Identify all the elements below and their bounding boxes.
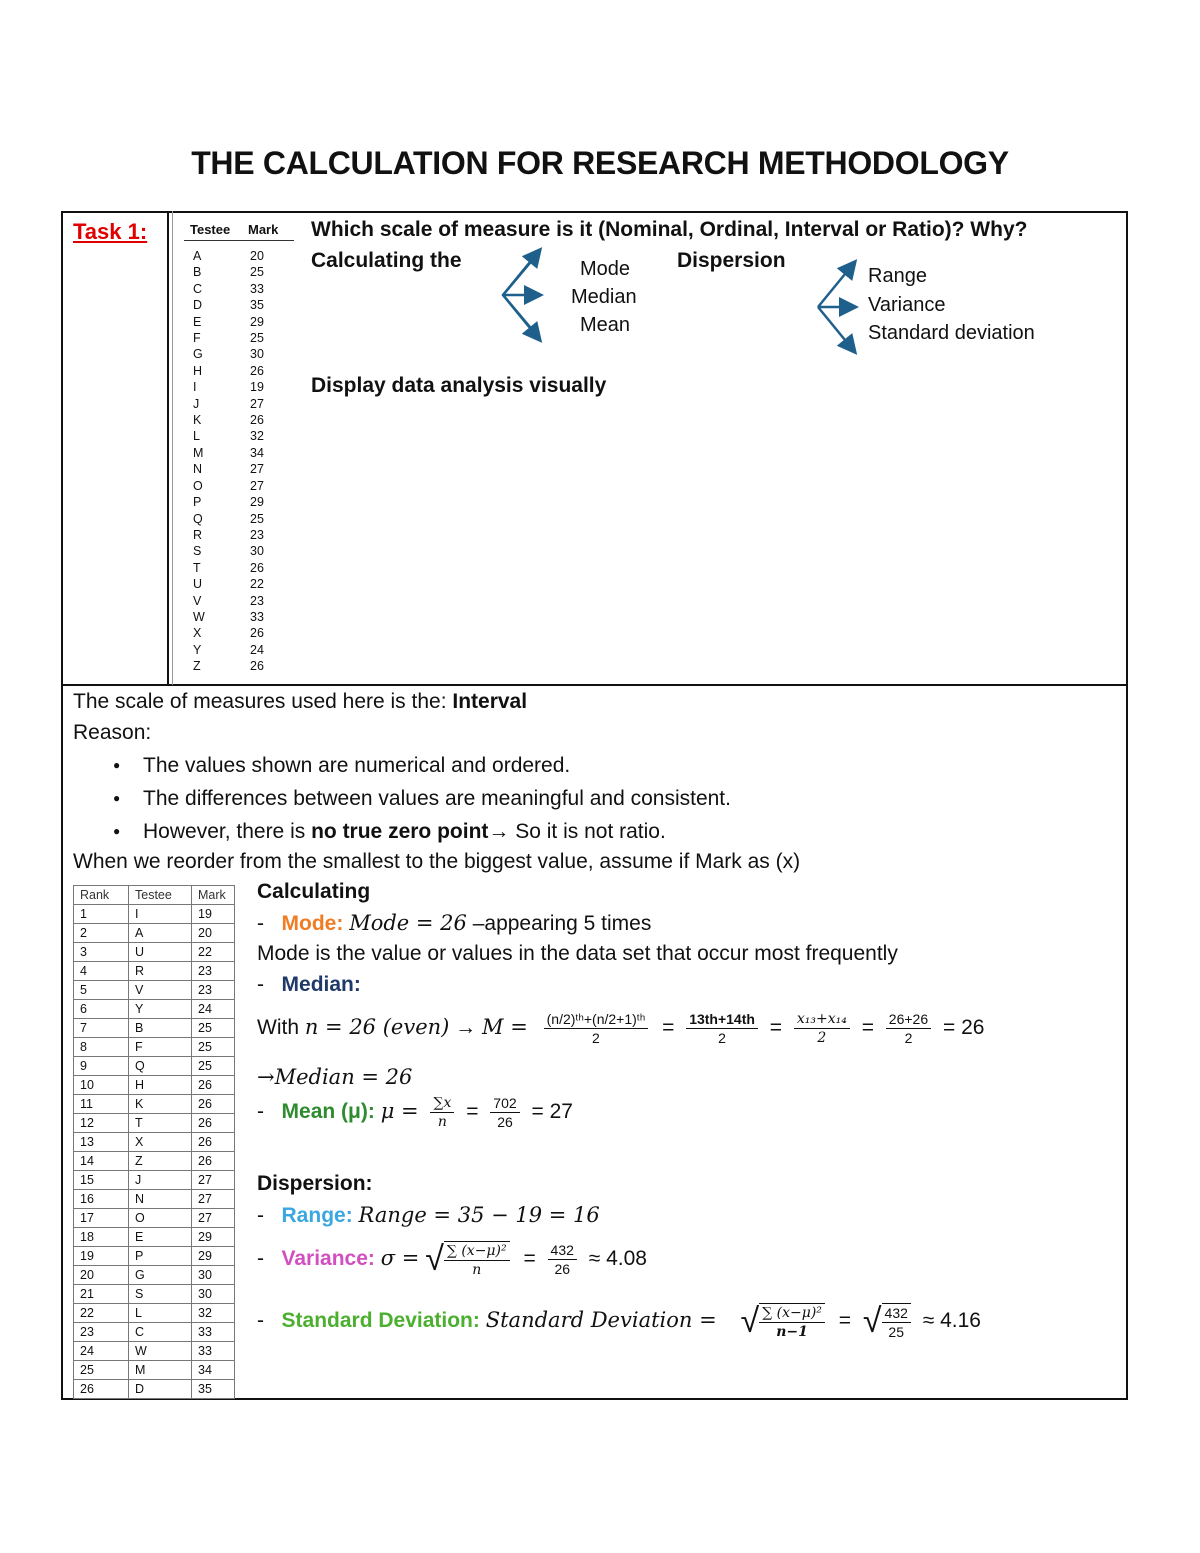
- mean-mu: μ =: [380, 1099, 419, 1124]
- raw-mark-cell: 26: [250, 626, 264, 641]
- testee-cell: A: [129, 924, 192, 943]
- testee-cell: X: [129, 1133, 192, 1152]
- raw-testee-cell: I: [193, 380, 197, 395]
- variance-num: ∑ (x−μ)²: [444, 1242, 510, 1261]
- mode-note: –appearing 5 times: [466, 912, 652, 935]
- scale-question: Which scale of measure is it (Nominal, Ordinal, Interval or Ratio)? Why?: [311, 218, 1028, 241]
- raw-testee-cell: N: [193, 462, 203, 477]
- dash: -: [257, 912, 264, 935]
- table-row: [74, 1095, 235, 1114]
- median-f1-den: 2: [592, 1030, 600, 1046]
- median-formula: With n = 26 (even) → M = $\frac{\text{(n/2)ᵗʰ+(n/2+1)ᵗʰ}}{2}$ = $\frac{13th+14th}{2}$ = $\frac{\text{x₁₃+x₁₄}}{2}$ = $\frac{26+26}{2}$ = 26: [257, 1011, 985, 1046]
- raw-testee-cell: B: [193, 265, 202, 280]
- testee-cell: Z: [129, 1152, 192, 1171]
- raw-mark-cell: 23: [250, 527, 264, 542]
- sd-item: Standard deviation: [868, 322, 1035, 344]
- table-row: [74, 1171, 235, 1190]
- mark-cell: 30: [192, 1285, 235, 1304]
- variance-f2-den: 26: [554, 1261, 571, 1277]
- reason-item: ● The values shown are numerical and ordered.: [73, 749, 1113, 782]
- central-tendency-arrows: [495, 245, 555, 345]
- table-row: [74, 1323, 235, 1342]
- median-fraction-1: [544, 1010, 649, 1047]
- table-row: [74, 1057, 235, 1076]
- raw-testee-cell: K: [193, 413, 202, 428]
- mean-line: - Mean (μ): μ = $\frac{\sum x}{n}$ = $\frac{702}{26}$ = 27: [257, 1095, 573, 1130]
- mark-cell: 32: [192, 1304, 235, 1323]
- table-row: [74, 1000, 235, 1019]
- mark-cell: 26: [192, 1133, 235, 1152]
- raw-testee-cell: U: [193, 577, 203, 592]
- dispersion-arrows: [810, 257, 870, 357]
- mark-cell: 26: [192, 1076, 235, 1095]
- reason-item: ● The differences between values are meaningful and consistent.: [73, 782, 1113, 815]
- raw-testee-cell: Q: [193, 511, 203, 526]
- rank-cell: 15: [74, 1171, 129, 1190]
- table-row: [74, 924, 235, 943]
- reason3-prefix: However, there is: [143, 820, 312, 843]
- variance-fraction: [444, 1241, 510, 1279]
- sd-result: ≈ 4.16: [922, 1309, 981, 1333]
- testee-cell: O: [129, 1209, 192, 1228]
- raw-mark-cell: 26: [250, 560, 264, 575]
- dash: -: [257, 1309, 264, 1333]
- raw-mark-cell: 33: [250, 609, 264, 624]
- raw-header-testee: Testee: [190, 222, 231, 237]
- median-f1-num: (n/2)ᵗʰ+(n/2+1)ᵗʰ: [544, 1010, 649, 1029]
- mark-cell: 27: [192, 1190, 235, 1209]
- table-row: [74, 1209, 235, 1228]
- raw-testee-cell: D: [193, 298, 203, 313]
- mark-cell: 26: [192, 1114, 235, 1133]
- variance-result: ≈ 4.08: [588, 1247, 647, 1271]
- raw-testee-cell: G: [193, 347, 203, 362]
- scale-answer: [73, 686, 527, 718]
- mark-cell: 29: [192, 1247, 235, 1266]
- raw-header-mark: Mark: [248, 222, 279, 237]
- testee-cell: R: [129, 962, 192, 981]
- header-testee: Testee: [129, 886, 192, 905]
- mean-f2-num: 702: [490, 1094, 519, 1113]
- mark-cell: 33: [192, 1342, 235, 1361]
- mean-f1-num: ∑x: [430, 1094, 454, 1113]
- raw-mark-cell: 29: [250, 314, 264, 329]
- range-expr: Range = 35 − 19 = 16: [358, 1203, 600, 1227]
- range-line: [257, 1203, 600, 1228]
- raw-mark-cell: 35: [250, 298, 264, 313]
- reorder-text: When we reorder from the smallest to the biggest value, assume if Mark as (x): [73, 850, 801, 873]
- calculating-heading: Calculating: [257, 880, 371, 903]
- mean-fraction-2: [490, 1094, 519, 1131]
- raw-testee-cell: R: [193, 527, 203, 542]
- raw-mark-cell: 22: [250, 577, 264, 592]
- mark-cell: 25: [192, 1038, 235, 1057]
- raw-mark-column: [250, 248, 264, 675]
- raw-table-header: [184, 222, 294, 241]
- sqrt-sign: √: [862, 1302, 882, 1340]
- rank-cell: 13: [74, 1133, 129, 1152]
- median-result: →Median = 26: [257, 1065, 413, 1089]
- rank-cell: 2: [74, 924, 129, 943]
- table-row: [74, 1190, 235, 1209]
- raw-testee-cell: F: [193, 331, 201, 346]
- rank-cell: 19: [74, 1247, 129, 1266]
- raw-testee-cell: C: [193, 281, 203, 296]
- testee-cell: K: [129, 1095, 192, 1114]
- rank-cell: 11: [74, 1095, 129, 1114]
- raw-mark-cell: 19: [250, 380, 264, 395]
- median-f2-num: 13th+14th: [686, 1010, 758, 1029]
- raw-mark-cell: 26: [250, 363, 264, 378]
- testee-cell: S: [129, 1285, 192, 1304]
- median-eq-end: = 26: [942, 1016, 985, 1040]
- display-visually-label: Display data analysis visually: [311, 374, 607, 397]
- sd-line: - Standard Deviation: Standard Deviation = √ $\frac{\text{∑ (x−μ)²}}{n-1}$ = √ $\frac{432}{25}$ ≈ 4.16: [257, 1302, 981, 1340]
- testee-cell: B: [129, 1019, 192, 1038]
- rank-cell: 24: [74, 1342, 129, 1361]
- mode-line: [257, 911, 651, 936]
- mark-cell: 27: [192, 1209, 235, 1228]
- rank-cell: 4: [74, 962, 129, 981]
- mark-cell: 27: [192, 1171, 235, 1190]
- mark-cell: 34: [192, 1361, 235, 1380]
- testee-cell: I: [129, 905, 192, 924]
- raw-testee-cell: M: [193, 445, 204, 460]
- mark-cell: 19: [192, 905, 235, 924]
- rank-cell: 25: [74, 1361, 129, 1380]
- rank-cell: 3: [74, 943, 129, 962]
- column-divider: [167, 211, 169, 685]
- raw-testee-cell: Z: [193, 659, 201, 674]
- testee-cell: P: [129, 1247, 192, 1266]
- table-row: [74, 1076, 235, 1095]
- raw-testee-cell: V: [193, 593, 202, 608]
- raw-mark-cell: 20: [250, 249, 264, 263]
- testee-cell: W: [129, 1342, 192, 1361]
- raw-mark-cell: 27: [250, 462, 264, 477]
- raw-mark-cell: 25: [250, 511, 264, 526]
- testee-cell: G: [129, 1266, 192, 1285]
- raw-mark-cell: 33: [250, 281, 264, 296]
- raw-testee-cell: L: [193, 429, 200, 444]
- table-row: [74, 1361, 235, 1380]
- variance-item: Variance: [868, 294, 946, 316]
- raw-mark-cell: 30: [250, 544, 264, 559]
- reason3-bold: no true zero point: [311, 820, 489, 843]
- raw-mark-cell: 25: [250, 331, 264, 346]
- mark-cell: 33: [192, 1323, 235, 1342]
- median-line: [257, 973, 361, 997]
- reasons-list: [73, 749, 1113, 848]
- mark-cell: 35: [192, 1380, 235, 1399]
- rank-cell: 22: [74, 1304, 129, 1323]
- mark-cell: 25: [192, 1019, 235, 1038]
- rank-cell: 12: [74, 1114, 129, 1133]
- testee-cell: J: [129, 1171, 192, 1190]
- testee-cell: U: [129, 943, 192, 962]
- table-row: [74, 1114, 235, 1133]
- variance-sigma: σ =: [380, 1246, 420, 1271]
- raw-mark-cell: 26: [250, 413, 264, 428]
- arrow-to-mean: [503, 295, 539, 339]
- raw-testee-cell: P: [193, 495, 202, 510]
- median-with: With: [257, 1016, 305, 1040]
- median-arrow: →: [449, 1016, 483, 1040]
- range-label: Range:: [281, 1204, 353, 1227]
- mode-item: Mode: [580, 258, 631, 280]
- testee-cell: D: [129, 1380, 192, 1399]
- column-divider-inner: [172, 211, 173, 685]
- rank-cell: 8: [74, 1038, 129, 1057]
- rank-cell: 14: [74, 1152, 129, 1171]
- median-f3-den: 2: [817, 1030, 827, 1046]
- testee-cell: Y: [129, 1000, 192, 1019]
- table-row: [74, 1152, 235, 1171]
- raw-mark-cell: 30: [250, 347, 264, 362]
- dash: -: [257, 973, 264, 996]
- mode-label: Mode:: [281, 912, 344, 935]
- table-row: [74, 1133, 235, 1152]
- reason-label: Reason:: [73, 721, 152, 744]
- median-f4-den: 2: [904, 1030, 913, 1046]
- raw-testee-cell: T: [193, 560, 201, 575]
- median-item: Median: [571, 286, 637, 308]
- sqrt-sign: √: [425, 1240, 444, 1278]
- task-label: Task 1:: [73, 219, 148, 244]
- sd-f2-den: 25: [888, 1323, 904, 1340]
- scale-answer-prefix: The scale of measures used here is the:: [73, 690, 453, 713]
- reason-item: [73, 815, 1113, 848]
- rank-cell: 17: [74, 1209, 129, 1228]
- arrow-to-mode: [503, 251, 539, 295]
- raw-testee-cell: A: [193, 249, 202, 263]
- rank-cell: 9: [74, 1057, 129, 1076]
- rank-cell: 26: [74, 1380, 129, 1399]
- median-f3-num: x₁₃+x₁₄: [794, 1010, 850, 1029]
- sd-fraction-2: [882, 1303, 911, 1341]
- testee-cell: V: [129, 981, 192, 1000]
- mean-fraction-1: [430, 1094, 454, 1131]
- rank-cell: 18: [74, 1228, 129, 1247]
- table-row: [74, 981, 235, 1000]
- raw-testee-cell: J: [193, 396, 200, 411]
- testee-cell: N: [129, 1190, 192, 1209]
- raw-mark-cell: 34: [250, 445, 264, 460]
- table-row: [74, 905, 235, 924]
- variance-fraction-2: [548, 1241, 577, 1278]
- raw-mark-cell: 25: [250, 265, 264, 280]
- mean-item: Mean: [580, 314, 631, 336]
- median-f4-num: 26+26: [886, 1010, 931, 1029]
- table-row: [74, 1304, 235, 1323]
- dispersion-label: Dispersion: [677, 249, 786, 272]
- mark-cell: 20: [192, 924, 235, 943]
- mark-cell: 24: [192, 1000, 235, 1019]
- rank-table-header: [74, 886, 235, 905]
- scale-answer-value: Interval: [452, 690, 528, 713]
- sd-f2-num: 432: [882, 1304, 911, 1323]
- raw-mark-cell: 27: [250, 478, 264, 493]
- raw-testee-cell: E: [193, 314, 202, 329]
- dispersion-heading: Dispersion:: [257, 1172, 373, 1195]
- testee-cell: Q: [129, 1057, 192, 1076]
- page-title: THE CALCULATION FOR RESEARCH METHODOLOGY: [191, 145, 1009, 181]
- testee-cell: H: [129, 1076, 192, 1095]
- median-f2-den: 2: [718, 1030, 726, 1046]
- raw-mark-cell: 23: [250, 593, 264, 608]
- mark-cell: 26: [192, 1095, 235, 1114]
- sd-expr: Standard Deviation =: [485, 1308, 717, 1333]
- mode-definition: Mode is the value or values in the data set that occur most frequently: [257, 942, 898, 965]
- raw-testee-column: [193, 248, 205, 675]
- rank-cell: 23: [74, 1323, 129, 1342]
- mean-f2-den: 26: [497, 1114, 513, 1130]
- table-row: [74, 1019, 235, 1038]
- calculating-the-label: Calculating the: [311, 249, 462, 272]
- table-row: [74, 1038, 235, 1057]
- dash: -: [257, 1100, 264, 1124]
- median-fraction-3: [794, 1010, 850, 1047]
- rank-table: [73, 885, 235, 1399]
- table-row: [74, 962, 235, 981]
- mark-cell: 29: [192, 1228, 235, 1247]
- variance-line: - Variance: σ = √ $\frac{\text{∑ (x−μ)²}}{n}$ = $\frac{432}{26}$ ≈ 4.08: [257, 1240, 647, 1278]
- mark-cell: 30: [192, 1266, 235, 1285]
- dash: -: [257, 1247, 264, 1271]
- table-row: [74, 1247, 235, 1266]
- mean-f1-den: n: [437, 1114, 447, 1130]
- table-row: [74, 1380, 235, 1399]
- median-fraction-4: [886, 1010, 931, 1047]
- sqrt-sign: √: [740, 1302, 760, 1340]
- variance-label: Variance:: [281, 1247, 375, 1271]
- range-item: Range: [868, 265, 927, 287]
- sd-den: n−1: [776, 1323, 808, 1340]
- arrow-to-range: [818, 263, 854, 307]
- header-mark: Mark: [192, 886, 235, 905]
- raw-mark-cell: 26: [250, 659, 264, 674]
- testee-cell: C: [129, 1323, 192, 1342]
- variance-den: n: [472, 1261, 482, 1278]
- raw-testee-cell: W: [193, 609, 205, 624]
- mark-cell: 22: [192, 943, 235, 962]
- raw-mark-cell: 29: [250, 495, 264, 510]
- table-row: [74, 1285, 235, 1304]
- testee-cell: L: [129, 1304, 192, 1323]
- arrow-to-sd: [818, 307, 854, 351]
- sd-fraction: [759, 1303, 825, 1341]
- raw-mark-cell: 27: [250, 396, 264, 411]
- table-row: [74, 1342, 235, 1361]
- raw-mark-cell: 32: [250, 429, 264, 444]
- rank-table-wrap: [73, 885, 235, 1399]
- variance-f2-num: 432: [548, 1241, 577, 1260]
- rank-cell: 10: [74, 1076, 129, 1095]
- mode-expr: Mode = 26: [349, 911, 467, 935]
- mean-result: = 27: [531, 1100, 573, 1124]
- table-row: [74, 1266, 235, 1285]
- median-n: n = 26 (even): [304, 1015, 450, 1040]
- mark-cell: 23: [192, 962, 235, 981]
- rank-cell: 6: [74, 1000, 129, 1019]
- median-label: Median:: [281, 973, 361, 996]
- reason3-suffix: → So it is not ratio.: [488, 820, 666, 843]
- raw-testee-cell: O: [193, 478, 203, 493]
- raw-testee-cell: Y: [193, 642, 202, 657]
- rank-cell: 1: [74, 905, 129, 924]
- header-rank: Rank: [74, 886, 129, 905]
- rank-cell: 21: [74, 1285, 129, 1304]
- rank-cell: 16: [74, 1190, 129, 1209]
- testee-cell: T: [129, 1114, 192, 1133]
- rank-cell: 5: [74, 981, 129, 1000]
- mark-cell: 23: [192, 981, 235, 1000]
- raw-testee-cell: X: [193, 626, 202, 641]
- mean-label: Mean (μ):: [281, 1100, 375, 1124]
- table-row: [74, 943, 235, 962]
- mark-cell: 25: [192, 1057, 235, 1076]
- testee-cell: M: [129, 1361, 192, 1380]
- dash: -: [257, 1204, 264, 1227]
- sd-num: ∑ (x−μ)²: [759, 1304, 825, 1323]
- median-M: M =: [482, 1015, 528, 1040]
- rank-cell: 20: [74, 1266, 129, 1285]
- rank-cell: 7: [74, 1019, 129, 1038]
- raw-testee-cell: S: [193, 544, 202, 559]
- median-fraction-2: [686, 1010, 758, 1047]
- testee-cell: F: [129, 1038, 192, 1057]
- raw-testee-cell: H: [193, 363, 203, 378]
- sd-label: Standard Deviation:: [281, 1309, 480, 1333]
- table-row: [74, 1228, 235, 1247]
- mark-cell: 26: [192, 1152, 235, 1171]
- raw-mark-cell: 24: [250, 642, 264, 657]
- testee-cell: E: [129, 1228, 192, 1247]
